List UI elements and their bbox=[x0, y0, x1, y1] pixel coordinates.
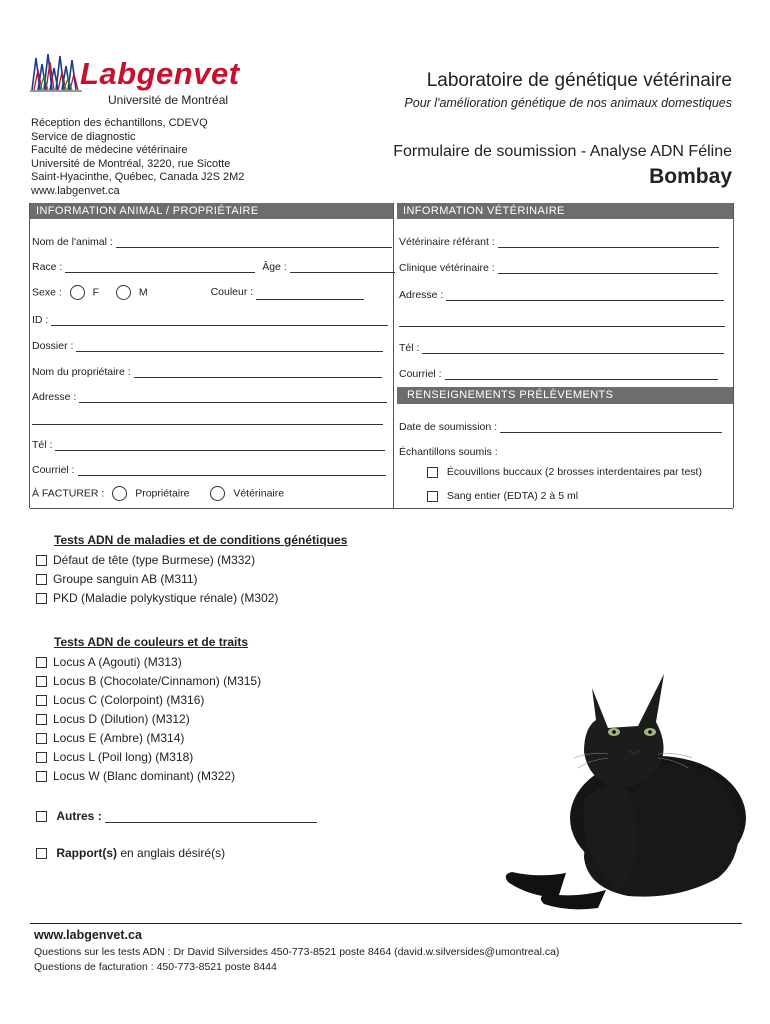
owner-email-label: Courriel : bbox=[32, 464, 75, 476]
test-checkbox[interactable] bbox=[36, 593, 47, 604]
reports-checkbox[interactable] bbox=[36, 848, 47, 859]
dossier-label: Dossier : bbox=[32, 340, 74, 352]
sex-f-label: F bbox=[92, 286, 100, 299]
owner-address-row-2 bbox=[32, 412, 383, 425]
owner-address-label: Adresse : bbox=[32, 391, 77, 403]
dna-trace-icon bbox=[30, 50, 82, 94]
test-item[interactable] bbox=[36, 731, 184, 745]
vet-address-row bbox=[399, 288, 724, 301]
owner-name-label: Nom du propriétaire : bbox=[32, 366, 131, 378]
animal-name-field[interactable] bbox=[116, 235, 392, 248]
test-label: Défaut de tête (type Burmese) (M332) bbox=[53, 553, 256, 567]
race-field[interactable] bbox=[65, 260, 255, 273]
lab-title: Laboratoire de génétique vétérinaire bbox=[426, 70, 732, 91]
owner-tel-row bbox=[32, 438, 385, 451]
lab-address bbox=[31, 117, 244, 198]
test-checkbox[interactable] bbox=[36, 733, 47, 744]
vet-email-row bbox=[399, 367, 718, 380]
billing-label: À FACTURER : bbox=[32, 487, 105, 500]
clinic-label: Clinique vétérinaire : bbox=[399, 262, 495, 274]
test-checkbox[interactable] bbox=[36, 676, 47, 687]
color-tests-title: Tests ADN de couleurs et de traits bbox=[54, 635, 249, 649]
bill-owner-radio[interactable] bbox=[112, 486, 127, 501]
breed-title: Bombay bbox=[649, 165, 732, 188]
test-checkbox[interactable] bbox=[36, 771, 47, 782]
address-line: Service de diagnostic bbox=[31, 130, 136, 143]
submit-date-label: Date de soumission : bbox=[399, 421, 498, 433]
address-line: Réception des échantillons, CDEVQ bbox=[31, 117, 208, 129]
left-border bbox=[29, 203, 30, 508]
university-name: Université de Montréal bbox=[108, 93, 229, 107]
dossier-row bbox=[32, 339, 383, 352]
test-item[interactable] bbox=[36, 769, 235, 783]
owner-address-field-2[interactable] bbox=[32, 412, 383, 425]
test-item[interactable] bbox=[36, 712, 190, 726]
test-checkbox[interactable] bbox=[36, 657, 47, 668]
address-line: Saint-Hyacinthe, Québec, Canada J2S 2M2 bbox=[31, 171, 245, 183]
id-field[interactable] bbox=[51, 313, 388, 326]
test-checkbox[interactable] bbox=[36, 752, 47, 763]
test-checkbox[interactable] bbox=[36, 555, 47, 566]
test-checkbox[interactable] bbox=[36, 695, 47, 706]
vet-ref-field[interactable] bbox=[498, 235, 719, 248]
test-item[interactable] bbox=[36, 655, 182, 669]
owner-name-row bbox=[32, 365, 382, 378]
bill-vet-label: Vétérinaire bbox=[233, 487, 285, 500]
owner-email-row bbox=[32, 463, 386, 476]
id-label: ID : bbox=[32, 314, 49, 326]
blood-checkbox[interactable] bbox=[427, 491, 438, 502]
test-item[interactable] bbox=[36, 572, 198, 586]
test-item[interactable] bbox=[36, 674, 261, 688]
owner-address-field[interactable] bbox=[79, 390, 387, 403]
owner-tel-label: Tél : bbox=[32, 439, 53, 451]
reports-label-bold: Rapport(s) bbox=[56, 846, 118, 860]
test-label: PKD (Maladie polykystique rénale) (M302) bbox=[53, 591, 279, 605]
buccal-option[interactable] bbox=[427, 466, 702, 478]
vet-address-label: Adresse : bbox=[399, 289, 444, 301]
bill-owner-label: Propriétaire bbox=[135, 487, 190, 500]
sex-m-radio[interactable] bbox=[116, 285, 131, 300]
buccal-checkbox[interactable] bbox=[427, 467, 438, 478]
footer-website: www.labgenvet.ca bbox=[34, 928, 142, 942]
vet-email-label: Courriel : bbox=[399, 368, 442, 380]
id-row bbox=[32, 313, 388, 326]
animal-name-label: Nom de l'animal : bbox=[32, 236, 113, 248]
color-label: Couleur : bbox=[210, 286, 254, 299]
bill-vet-radio[interactable] bbox=[210, 486, 225, 501]
clinic-field[interactable] bbox=[498, 261, 718, 274]
age-label: Âge : bbox=[262, 261, 287, 273]
other-field[interactable] bbox=[105, 810, 317, 823]
vet-ref-label: Vétérinaire référant : bbox=[399, 236, 495, 248]
sex-m-label: M bbox=[138, 286, 148, 299]
color-field[interactable] bbox=[256, 287, 364, 300]
animal-name-row bbox=[32, 235, 392, 248]
test-checkbox[interactable] bbox=[36, 714, 47, 725]
clinic-row bbox=[399, 261, 718, 274]
test-label: Locus B (Chocolate/Cinnamon) (M315) bbox=[53, 674, 262, 688]
test-label: Groupe sanguin AB (M311) bbox=[53, 572, 198, 586]
test-item[interactable] bbox=[36, 750, 193, 764]
vet-tel-row bbox=[399, 341, 724, 354]
test-item[interactable] bbox=[36, 553, 255, 567]
vet-tel-field[interactable] bbox=[422, 341, 724, 354]
form-title: Formulaire de soumission - Analyse ADN Féline bbox=[393, 143, 732, 160]
reports-item[interactable] bbox=[36, 846, 225, 860]
other-label: Autres : bbox=[56, 809, 102, 823]
other-checkbox[interactable] bbox=[36, 811, 47, 822]
blood-option[interactable] bbox=[427, 490, 578, 502]
vet-address-field[interactable] bbox=[446, 288, 724, 301]
animal-section-header: INFORMATION ANIMAL / PROPRIÉTAIRE bbox=[30, 203, 393, 219]
test-checkbox[interactable] bbox=[36, 574, 47, 585]
footer-tests-contact: Questions sur les tests ADN : Dr David Silversides 450-773-8521 poste 8464 (david.w.silversides@umontreal.ca) bbox=[34, 946, 560, 958]
sex-color-row bbox=[32, 285, 364, 300]
vet-address-row-2 bbox=[399, 314, 725, 327]
sex-f-radio[interactable] bbox=[70, 285, 85, 300]
billing-row bbox=[32, 486, 284, 501]
disease-tests-title: Tests ADN de maladies et de conditions génétiques bbox=[54, 533, 348, 547]
dossier-field[interactable] bbox=[76, 339, 383, 352]
sample-section-header: RENSEIGNEMENTS PRÉLÈVEMENTS bbox=[397, 387, 733, 404]
sex-label: Sexe : bbox=[32, 286, 62, 299]
form-bottom-line bbox=[30, 508, 733, 509]
test-label: Locus D (Dilution) (M312) bbox=[53, 712, 190, 726]
right-border bbox=[733, 203, 734, 508]
test-label: Locus E (Ambre) (M314) bbox=[53, 731, 185, 745]
reports-label: en anglais désiré(s) bbox=[117, 846, 226, 860]
buccal-label: Écouvillons buccaux (2 brosses interdentaires par test) bbox=[446, 466, 702, 478]
vet-email-field[interactable] bbox=[445, 367, 718, 380]
submit-date-field[interactable] bbox=[500, 420, 722, 433]
owner-address-row bbox=[32, 390, 387, 403]
owner-name-field[interactable] bbox=[134, 365, 382, 378]
black-cat-image bbox=[488, 668, 748, 918]
address-line: Université de Montréal, 3220, rue Sicotte bbox=[31, 157, 231, 170]
race-label: Race : bbox=[32, 261, 63, 273]
blood-label: Sang entier (EDTA) 2 à 5 ml bbox=[446, 490, 579, 502]
address-website: www.labgenvet.ca bbox=[31, 184, 120, 197]
samples-label: Échantillons soumis : bbox=[399, 446, 498, 458]
test-label: Locus W (Blanc dominant) (M322) bbox=[53, 769, 236, 783]
logo bbox=[30, 48, 245, 110]
test-label: Locus C (Colorpoint) (M316) bbox=[53, 693, 205, 707]
footer-billing-contact: Questions de facturation : 450-773-8521 poste 8444 bbox=[34, 961, 277, 973]
race-age-row bbox=[32, 260, 395, 273]
vet-tel-label: Tél : bbox=[399, 342, 420, 354]
test-label: Locus A (Agouti) (M313) bbox=[53, 655, 182, 669]
age-field[interactable] bbox=[290, 260, 395, 273]
vet-address-field-2[interactable] bbox=[399, 314, 725, 327]
test-label: Locus L (Poil long) (M318) bbox=[53, 750, 194, 764]
vet-ref-row bbox=[399, 235, 719, 248]
vet-section-header: INFORMATION VÉTÉRINAIRE bbox=[397, 203, 733, 219]
other-tests-item[interactable] bbox=[36, 809, 317, 823]
test-item[interactable] bbox=[36, 693, 204, 707]
logo-text: Labgenvet bbox=[80, 56, 240, 91]
owner-tel-field[interactable] bbox=[55, 438, 385, 451]
address-line: Faculté de médecine vétérinaire bbox=[31, 144, 188, 156]
lab-subtitle: Pour l'amélioration génétique de nos animaux domestiques bbox=[404, 96, 732, 110]
owner-email-field[interactable] bbox=[78, 463, 386, 476]
submit-date-row bbox=[399, 420, 722, 433]
footer-divider bbox=[30, 923, 742, 924]
column-divider bbox=[393, 203, 394, 508]
test-item[interactable] bbox=[36, 591, 278, 605]
